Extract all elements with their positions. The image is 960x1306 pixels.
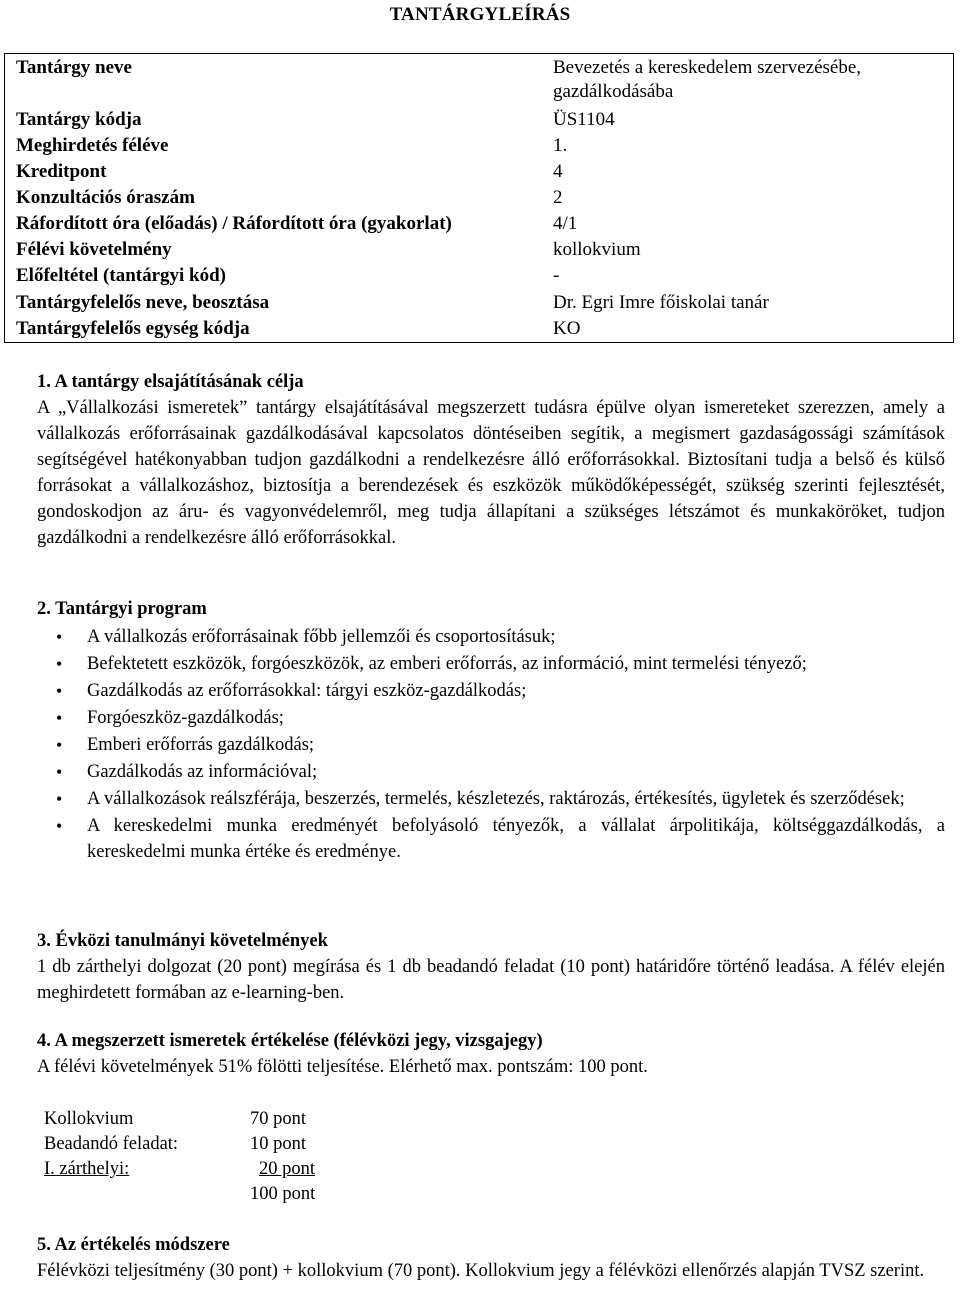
info-label: Félévi követelmény [16, 239, 172, 260]
info-label: Konzultációs óraszám [16, 187, 195, 208]
grade-total: 100 pont [250, 1184, 316, 1204]
grade-points: 70 pont [250, 1109, 307, 1129]
info-value: KO [553, 318, 581, 339]
grade-breakdown [44, 1106, 334, 1206]
grade-name: Kollokvium [44, 1109, 134, 1129]
list-item-text: Gazdálkodás az erőforrásokkal: tárgyi eszköz-gazdálkodás; [87, 681, 527, 701]
section-method [37, 1233, 945, 1284]
grade-row [44, 1106, 334, 1131]
info-value: 2 [553, 187, 563, 208]
section-program [37, 597, 945, 866]
grade-name: Beadandó feladat: [44, 1134, 179, 1154]
list-item [37, 624, 945, 650]
section-heading: 5. Az értékelés módszere [37, 1235, 230, 1255]
bullet-icon: • [56, 816, 63, 836]
list-item [37, 705, 945, 731]
list-item-text: Befektetett eszközök, forgóeszközök, az emberi erőforrás, az információ, mint termelési tényező; [87, 654, 807, 674]
bullet-icon: • [56, 681, 63, 701]
section-objective [37, 370, 945, 551]
section-heading: 4. A megszerzett ismeretek értékelése (félévközi jegy, vizsgajegy) [37, 1031, 543, 1051]
info-value: 4 [553, 161, 563, 182]
program-list [37, 624, 945, 865]
list-item [37, 759, 945, 785]
info-value: Dr. Egri Imre főiskolai tanár [553, 292, 769, 313]
bullet-icon: • [56, 762, 63, 782]
section-heading: 1. A tantárgy elsajátításának célja [37, 372, 304, 392]
info-value: kollokvium [553, 239, 641, 260]
bullet-icon: • [56, 708, 63, 728]
section-heading: 3. Évközi tanulmányi követelmények [37, 931, 328, 951]
info-value: 4/1 [553, 213, 578, 234]
grade-points [250, 1156, 358, 1182]
info-label: Meghirdetés féléve [16, 135, 169, 156]
list-item-text: Emberi erőforrás gazdálkodás; [87, 735, 315, 755]
section-heading: 2. Tantárgyi program [37, 599, 207, 619]
list-item [37, 651, 945, 677]
info-label: Tantárgyfelelős neve, beosztása [16, 292, 270, 313]
info-label: Tantárgy kódja [16, 109, 142, 130]
page-title: TANTÁRGYLEÍRÁS [389, 4, 571, 25]
grade-name: I. zárthelyi: [44, 1159, 130, 1179]
list-item [37, 786, 945, 812]
grade-total-row [44, 1181, 334, 1206]
list-item-text: A vállalkozások reálszférája, beszerzés, termelés, készletezés, raktározás, értékesítés, ügyletek és szerződések; [87, 789, 905, 809]
info-value: 1. [553, 135, 568, 156]
section-text: A félévi követelmények 51% fölötti teljesítése. Elérhető max. pontszám: 100 pont. [37, 1057, 648, 1077]
bullet-icon: • [56, 735, 63, 755]
info-value: ÜS1104 [553, 109, 615, 130]
info-label: Tantárgyfelelős egység kódja [16, 318, 250, 339]
info-value: Bevezetés a kereskedelem szervezésébe, gazdálkodásába [553, 57, 862, 102]
course-info-table [4, 53, 954, 343]
list-item-text: Forgóeszköz-gazdálkodás; [87, 708, 284, 728]
section-text: Félévközi teljesítmény (30 pont) + kollokvium (70 pont). Kollokvium jegy a félévközi ellenőrzés alapján TVSZ szerint. [37, 1261, 925, 1281]
list-item-text: A vállalkozás erőforrásainak főbb jellemzői és csoportosításuk; [87, 627, 556, 647]
list-item [37, 813, 945, 865]
grade-row [44, 1156, 334, 1181]
info-label: Előfeltétel (tantárgyi kód) [16, 265, 227, 286]
section-text: 1 db zárthelyi dolgozat (20 pont) megírása és 1 db beadandó feladat (10 pont) határidőre történő leadása. A félév elején meghirdetett formában az e-learning-ben. [37, 957, 945, 1003]
list-item [37, 678, 945, 704]
list-item [37, 732, 945, 758]
bullet-icon: • [56, 789, 63, 809]
section-evaluation [37, 1029, 945, 1080]
bullet-icon: • [56, 654, 63, 674]
info-label: Kreditpont [16, 161, 107, 182]
list-item-text: Gazdálkodás az információval; [87, 762, 318, 782]
section-requirements [37, 929, 945, 1006]
section-text: A „Vállalkozási ismeretek” tantárgy elsajátításával megszerzett tudásra épülve olyan ismereteket szerezzen, amely a vállalkozás erőforrásainak gazdálkodásával kapcsolatos döntéseiben segítik, a megismert gazdaságossági számítások segítségével hatékonyabban tudjon gazdálkodni a rendelkezésre álló erőforrásokkal. Biztosítani tudja a belső és külső forrásokat a vállalkozáshoz, biztosítja a berendezések és eszközök működőképességét, szükség szerinti fejlesztését, gondoskodjon az áru- és vagyonvédelemről, meg tudja állapítani a szükséges létszámot és munkaköröket, tudjon gazdálkodni a rendelkezésre álló erőforrásokkal. [37, 398, 945, 548]
grade-row [44, 1131, 334, 1156]
info-label: Tantárgy neve [16, 57, 132, 78]
list-item-text: A kereskedelmi munka eredményét befolyásoló tényezők, a vállalat árpolitikája, költséggazdálkodás, a kereskedelmi munka értéke és eredménye. [87, 816, 945, 862]
grade-points-value: 20 pont [259, 1159, 316, 1179]
info-label: Ráfordított óra (előadás) / Ráfordított óra (gyakorlat) [16, 213, 452, 234]
info-value: - [553, 265, 560, 286]
bullet-icon: • [56, 627, 63, 647]
grade-points: 10 pont [250, 1134, 307, 1154]
